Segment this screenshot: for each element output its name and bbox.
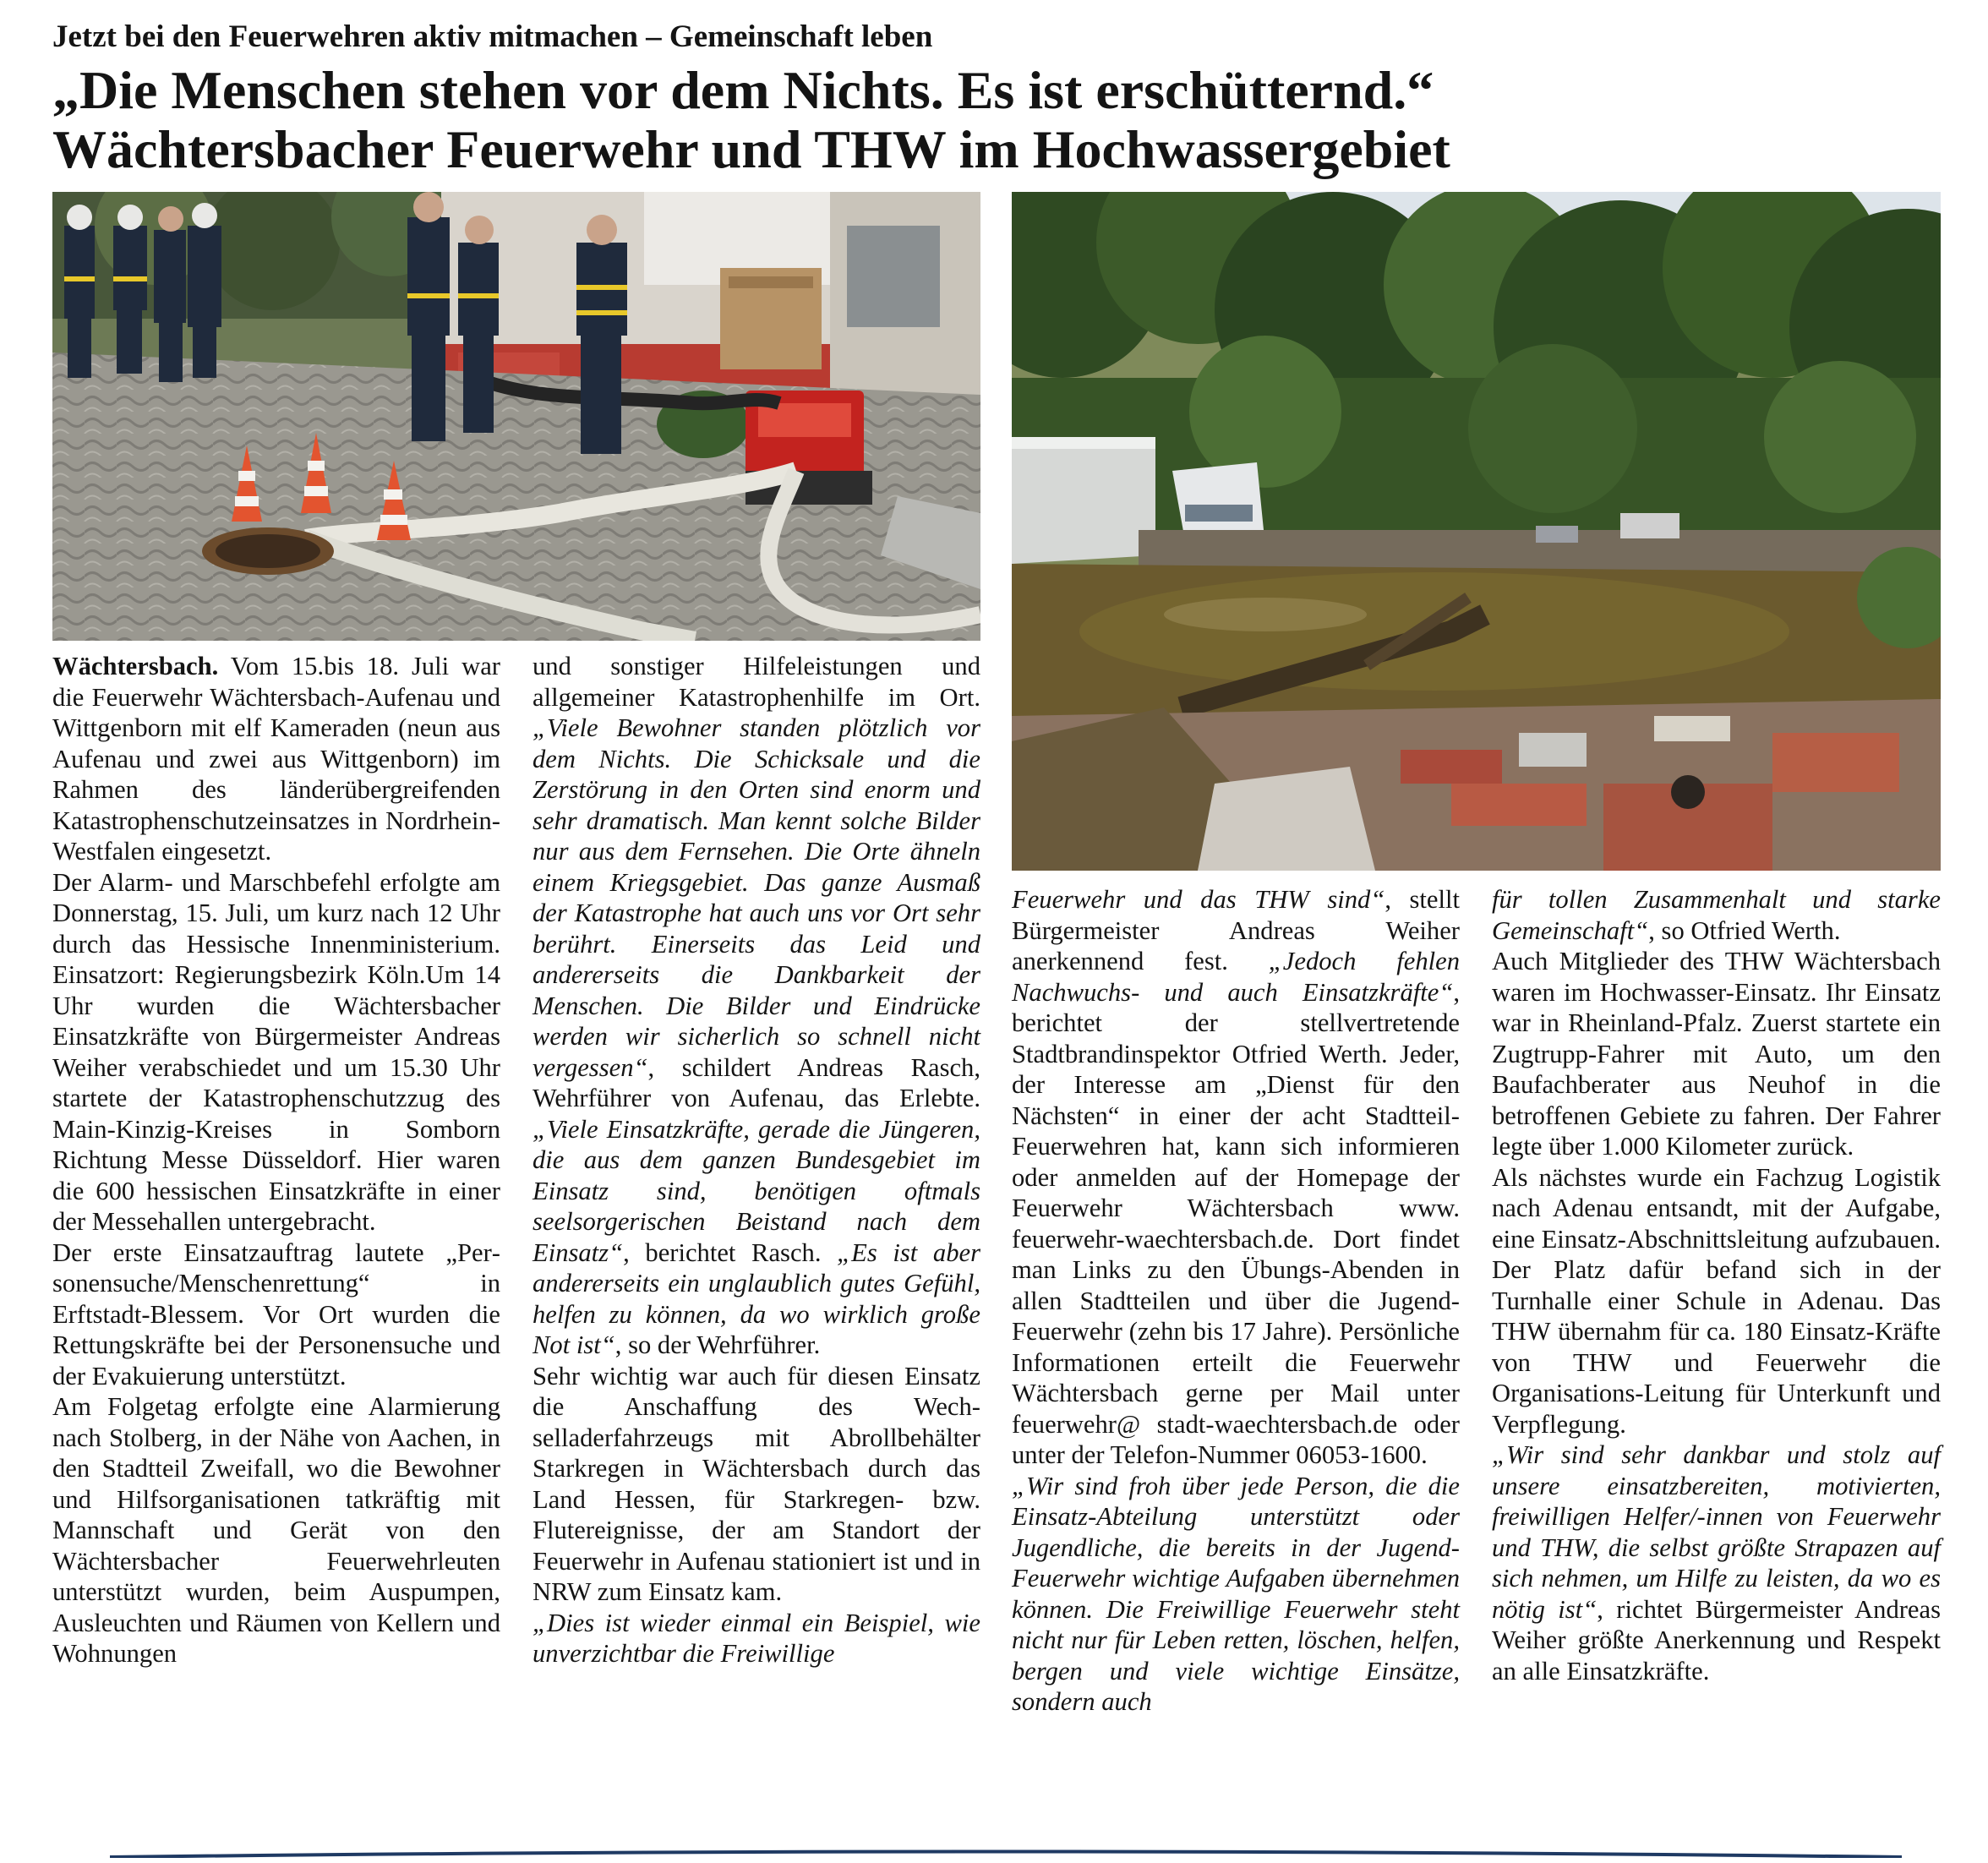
paragraph: „Wir sind sehr dankbar und stolz auf unsere einsatzbereiten, motivierten, freiwilligen Helfer/-innen von Feuerwehr und THW, die selbst größte Strapazen auf sich nehmen, um Hilfe zu leisten, da wo es nötig ist“, richtet Bürgermeister Andreas Weiher größte Anerkennung und Respekt an alle Einsatzkräfte. — [1492, 1440, 1941, 1685]
article-column-2 — [532, 651, 980, 1669]
headline-line-1: „Die Menschen stehen vor dem Nichts. Es ist erschütternd.“ — [52, 60, 1434, 120]
paragraph: Feuerwehr und das THW sind“, stellt Bürgermeister Andreas Weiher anerkennend fest. „Jedoch fehlen Nachwuchs- und auch Einsatzkräfte“, berichtet der stellvertretende Stadtbrandinspektor Otfried Werth. Jeder, der Interesse am „Dienst für den Nächsten“ in einer der acht Stadtteil-Feuerwehren hat, kann sich informieren oder anmelden auf der Homepage der Feuerwehr Wächtersbach www. feuerwehr-waechtersbach.de. Dort findet man Links zu den Übungs-Abenden in allen Stadtteilen und über die Jugend-Feuerwehr (zehn bis 17 Jahre). Persönliche Informationen erteilt die Feuerwehr Wächtersbach gerne per Mail unter feuerwehr@ stadt-waechtersbach.de oder unter der Telefon-Nummer 06053-1600. — [1012, 885, 1461, 1469]
paragraph: Sehr wichtig war auch für diesen Einsatz die Anschaffung des Wechselladerfahrzeugs mit Abrollbehälter Starkregen in Wächtersbach durch das Land Hessen, für Starkregen- bzw. Flutereignisse, der am Standort der Feuerwehr in Aufenau stationiert ist und in NRW zum Einsatz kam. — [532, 1361, 980, 1606]
quote: „Dies ist wieder einmal ein Beispiel, wie unverzichtbar die Freiwillige — [532, 1608, 980, 1668]
article-column-1 — [52, 651, 500, 1669]
quote: Feuerwehr und das THW sind“ — [1012, 885, 1385, 914]
quote: „Viele Bewohner standen plötzlich vor dem Nichts. Die Schicksale und die Zerstörung in den Orten sind enorm und sehr dramatisch. Man kennt solche Bilder nur aus dem Fernsehen. Die Orte ähneln einem Kriegsgebiet. Das ganze Ausmaß der Katastrophe hat auch uns vor Ort sehr berührt. Einerseits das Leid und andererseits die Dankbarkeit der Menschen. Die Bilder und Eindrücke werden wir sicherlich so schnell nicht vergessen“ — [532, 713, 980, 1082]
article-column-4 — [1492, 884, 1941, 1686]
paragraph: Als nächstes wurde ein Fachzug Logistik nach Adenau entsandt, mit der Aufgabe, eine Einsatz-Abschnittsleitung aufzubauen. Der Platz dafür befand sich in der Turnhalle einer Schule in Adenau. Das THW übernahm für ca. 180 Einsatz-Kräfte von THW und Feuerwehr die Organisations-Leitung für Unterkunft und Verpflegung. — [1492, 1162, 1941, 1439]
quote: für tollen Zusammenhalt und starke Gemeinschaft“ — [1492, 885, 1941, 945]
paragraph: Auch Mitglieder des THW Wächtersbach waren im Hochwasser-Einsatz. Ihr Einsatz war in Rheinland-Pfalz. Zuerst startete ein Zugtrupp-Fahrer mit Auto, um den Baufachberater aus Neuhof in die betroffenen Gebiete zu fahren. Der Fahrer legte über 1.000 Kilometer zurück. — [1492, 947, 1941, 1161]
paragraph: für tollen Zusammenhalt und starke Gemeinschaft“, so Otfried Werth. — [1492, 885, 1941, 945]
quote: „Es ist aber andererseits ein unglaublich gutes Gefühl, helfen zu können, da wo wirklich große Not ist“ — [532, 1237, 981, 1359]
firefighters-pumping-water-photo — [52, 192, 980, 641]
paragraph — [532, 1608, 980, 1669]
paragraph — [1012, 1471, 1460, 1718]
bottom-decorative-rule — [110, 1849, 1902, 1858]
quote: „Jedoch fehlen Nachwuchs- und auch Einsatzkräfte“ — [1012, 947, 1461, 1007]
paragraph: Der erste Einsatzauftrag lautete „Personensuche/Menschenrettung“ in Erftstadt-Blessem. Vor Ort wurden die Rettungskräfte bei der Personensuche und der Evakuierung unterstützt. — [52, 1237, 500, 1390]
article-kicker: Jetzt bei den Feuerwehren aktiv mitmachen – Gemeinschaft leben — [52, 19, 933, 54]
paragraph: Der Alarm- und Marschbefehl erfolgte am Donnerstag, 15. Juli, um kurz nach 12 Uhr durch das Hessische Innenministerium. Einsatzort: Regierungsbezirk Köln.Um 14 Uhr wurden die Wächtersbacher Einsatzkräfte von Bürgermeister Andreas Weiher verabschiedet und um 15.30 Uhr startete der Katastrophenschutzzug des Main-Kinzig-Kreises in Somborn Richtung Messe Düsseldorf. Hier waren die 600 hessischen Einsatzkräfte in einer der Messehallen untergebracht. — [52, 867, 500, 1236]
quote: „Viele Einsatzkräfte, gerade die Jüngeren, die aus dem ganzen Bundesgebiet im Einsatz sind, benötigen oftmals seelsorgerischen Beistand nach dem Einsatz“ — [532, 1114, 980, 1267]
paragraph: Am Folgetag erfolgte eine Alarmierung nach Stolberg, in der Nähe von Aachen, in den Stadtteil Zweifall, wo die Bewohner und Hilfsorganisationen tatkräftig mit Mannschaft und Gerät von den Wächtersbacher Feuerwehrleuten unterstützt wurden, beim Auspumpen, Ausleuchten und Räumen von Kellern und Wohnungen — [52, 1392, 500, 1668]
paragraph: Wächtersbach. Vom 15.bis 18. Juli war die Feuerwehr Wächtersbach-Aufenau und Wittgenborn mit elf Kameraden (neun aus Aufenau und zwei aus Wittgenborn) im Rahmen des länderübergreifenden Katastrophenschutzeinsatzes in Nordrhein-Westfalen eingesetzt. — [52, 652, 500, 866]
article-column-3 — [1012, 884, 1460, 1718]
dateline: Wächtersbach. — [52, 652, 219, 680]
quote: „Wir sind froh über jede Person, die die Einsatz-Abteilung unterstützt oder Jugendliche, die bereits in der Jugend-Feuerwehr wichtige Aufgaben übernehmen können. Die Freiwillige Feuerwehr steht nicht nur für Leben retten, löschen, helfen, bergen und viele wichtige Einsätze, sondern auch — [1012, 1471, 1460, 1716]
headline-line-2: Wächtersbacher Feuerwehr und THW im Hochwassergebiet — [52, 119, 1450, 179]
flood-debris-river-photo — [1012, 192, 1941, 871]
quote: „Wir sind sehr dankbar und stolz auf unsere einsatzbereiten, motivierten, freiwilligen Helfer/-innen von Feuerwehr und THW, die selbst größte Strapazen auf sich nehmen, um Hilfe zu leisten, da wo es nötig ist“ — [1492, 1440, 1941, 1624]
article-headline — [52, 61, 1946, 179]
paragraph: und sonstiger Hilfeleistungen und allgemeiner Katastrophenhilfe im Ort. „Viele Bewohner standen plötzlich vor dem Nichts. Die Schicksale und die Zerstörung in den Orten sind enorm und sehr dramatisch. Man kennt solche Bilder nur aus dem Fernsehen. Die Orte ähneln einem Kriegsgebiet. Das ganze Ausmaß der Katastrophe hat auch uns vor Ort sehr berührt. Einerseits das Leid und andererseits die Dankbarkeit der Menschen. Die Bilder und Eindrücke werden wir sicherlich so schnell nicht vergessen“, schildert Andreas Rasch, Wehrführer von Aufenau, das Erlebte. „Viele Einsatzkräfte, gerade die Jüngeren, die aus dem ganzen Bundesgebiet im Einsatz sind, benötigen oftmals seelsorgerischen Beistand nach dem Einsatz“, berichtet Rasch. „Es ist aber andererseits ein unglaublich gutes Gefühl, helfen zu können, da wo wirklich große Not ist“, so der Wehrführer. — [532, 652, 981, 1359]
